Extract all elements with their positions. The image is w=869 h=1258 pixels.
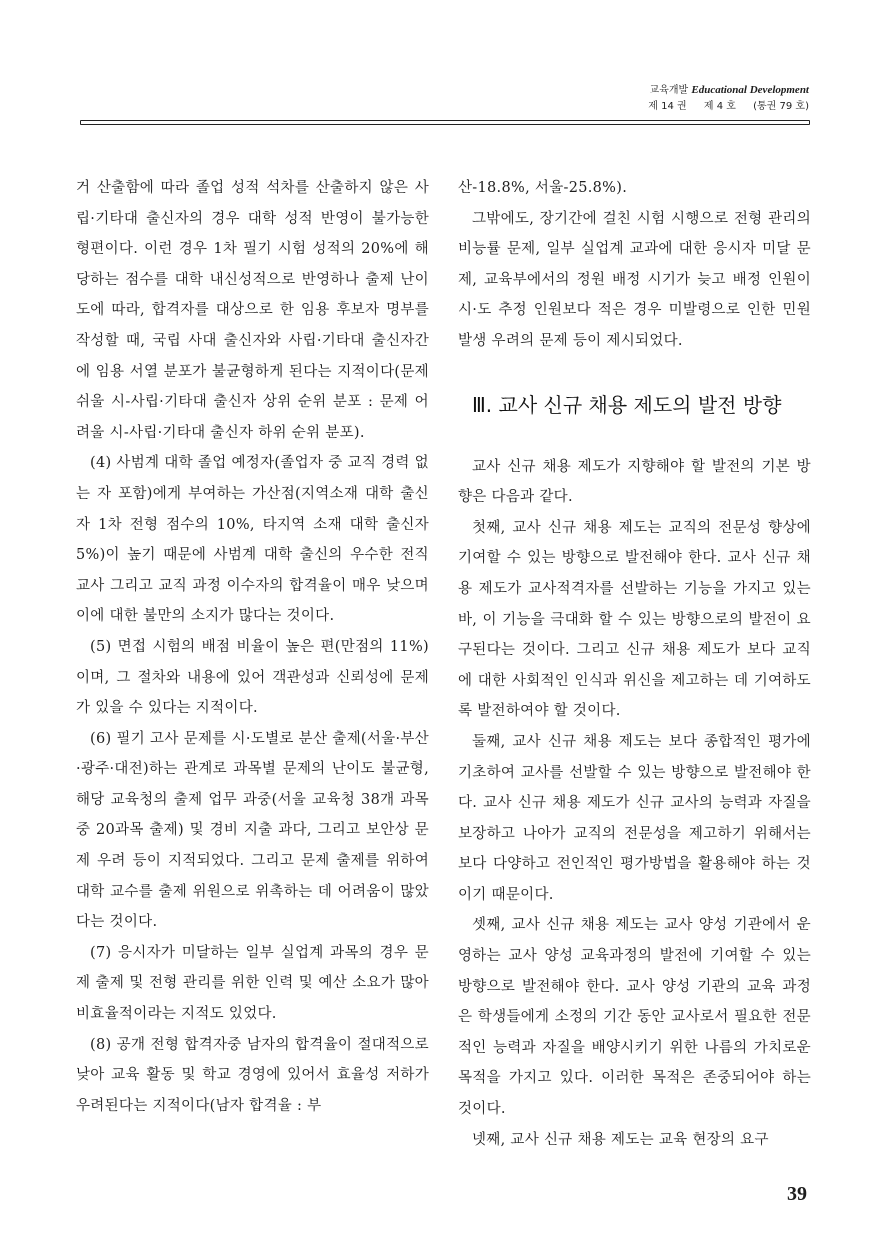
paragraph: 교사 신규 채용 제도가 지향해야 할 발전의 기본 방향은 다음과 같다. xyxy=(458,458,811,506)
header-rule xyxy=(80,120,810,125)
volume-label: 제 14 권 xyxy=(648,101,687,112)
journal-title xyxy=(634,83,809,98)
paragraph: (7) 응시자가 미달하는 일부 실업계 과목의 경우 문제 출제 및 전형 관리를 위한 인력 및 예산 소요가 많아 비효율적이라는 지적도 있었다. xyxy=(76,944,429,1023)
journal-title-en: Educational Development xyxy=(691,84,809,96)
paragraph: 첫째, 교사 신규 채용 제도는 교직의 전문성 향상에 기여할 수 있는 방향으로 발전해야 한다. 교사 신규 채용 제도가 교사적격자를 선발하는 기능을 가지고 있는 바, 이 기능을 극대화 할 수 있는 방향으로의 발전이 요구된다는 것이다. 그리고 신규 채용 제도가 보다 교직에 대한 사회적인 인식과 위신을 제고하는 데 기여하도록 발전하여야 할 것이다. xyxy=(458,519,811,720)
issue-label: 제 4 호 xyxy=(703,101,736,112)
paragraph: (8) 공개 전형 합격자중 남자의 합격율이 절대적으로 낮아 교육 활동 및 학교 경영에 있어서 효율성 저하가 우려된다는 지적이다(남자 합격율 : 부 xyxy=(76,1036,429,1114)
issue-info xyxy=(634,100,809,114)
paragraph: (6) 필기 고사 문제를 시·도별로 분산 출제(서울·부산·광주·대전)하는 관계로 과목별 문제의 난이도 불균형, 해당 교육청의 출제 업무 과중(서울 교육청 38개 과목 중 20과목 출제) 및 경비 지출 과다, 그리고 보안상 문제 우려 등이 지적되었다. 그리고 문제 출제를 위하여 대학 교수를 출제 위원으로 위촉하는 데 어려움이 많았다는 것이다. xyxy=(76,730,429,931)
paragraph: 둘째, 교사 신규 채용 제도는 보다 종합적인 평가에 기초하여 교사를 선발할 수 있는 방향으로 발전해야 한다. 교사 신규 채용 제도가 신규 교사의 능력과 자질을 보장하고 나아가 교직의 전문성을 제고하기 위해서는 보다 다양하고 전인적인 평가방법을 활용해야 하는 것이기 때문이다. xyxy=(458,733,811,903)
page-number: 39 xyxy=(787,1183,807,1205)
section-heading: Ⅲ. 교사 신규 채용 제도의 발전 방향 xyxy=(472,392,782,417)
paragraph: 넷째, 교사 신규 채용 제도는 교육 현장의 요구 xyxy=(472,1131,769,1148)
journal-title-ko: 교육개발 xyxy=(649,85,689,96)
running-header xyxy=(634,83,809,114)
right-column xyxy=(458,173,811,1155)
paragraph: 산-18.8%, 서울-25.8%). xyxy=(458,180,628,196)
paragraph: 거 산출함에 따라 졸업 성적 석차를 산출하지 않은 사립·기타대 출신자의 경우 대학 성적 반영이 불가능한 형편이다. 이런 경우 1차 필기 시험 성적의 20%에 해당하는 점수를 대학 내신성적으로 반영하나 출제 난이도에 따라, 합격자를 대상으로 한 임용 후보자 명부를 작성할 때, 국립 사대 출신자와 사립·기타대 출신자간에 임용 서열 분포가 불균형하게 된다는 지적이다(문제 쉬울 시-사립·기타대 출신자 상위 순위 분포 : 문제 어려울 시-사립·기타대 출신자 하위 순위 분포). xyxy=(76,180,429,441)
paragraph: (4) 사범계 대학 졸업 예정자(졸업자 중 교직 경력 없는 자 포함)에게 부여하는 가산점(지역소재 대학 출신자 1차 전형 점수의 10%, 타지역 소재 대학 출신자 5%)이 높기 때문에 사범계 대학 출신의 우수한 전직 교사 그리고 교직 과정 이수자의 합격율이 매우 낮으며 이에 대한 불만의 소지가 많다는 것이다. xyxy=(76,455,429,625)
paragraph: (5) 면접 시험의 배점 비율이 높은 편(만점의 11%)이며, 그 절차와 내용에 있어 객관성과 신뢰성에 문제가 있을 수 있다는 지적이다. xyxy=(76,638,429,717)
left-column xyxy=(76,173,429,1121)
paragraph: 셋째, 교사 신규 채용 제도는 교사 양성 기관에서 운영하는 교사 양성 교육과정의 발전에 기여할 수 있는 방향으로 발전해야 한다. 교사 양성 기관의 교육 과정은 학생들에게 소정의 기간 동안 교사로서 필요한 전문적인 능력과 자질을 배양시키기 위한 나름의 가치로운 목적을 가지고 있다. 이러한 목적은 존중되어야 하는 것이다. xyxy=(458,917,811,1118)
total-issue-label: (통권 79 호) xyxy=(753,101,809,112)
paragraph: 그밖에도, 장기간에 걸친 시험 시행으로 전형 관리의 비능률 문제, 일부 실업계 교과에 대한 응시자 미달 문제, 교육부에서의 정원 배정 시기가 늦고 배정 인원이 시·도 추정 인원보다 적은 경우 미발령으로 인한 민원 발생 우려의 문제 등이 제시되었다. xyxy=(458,210,811,349)
